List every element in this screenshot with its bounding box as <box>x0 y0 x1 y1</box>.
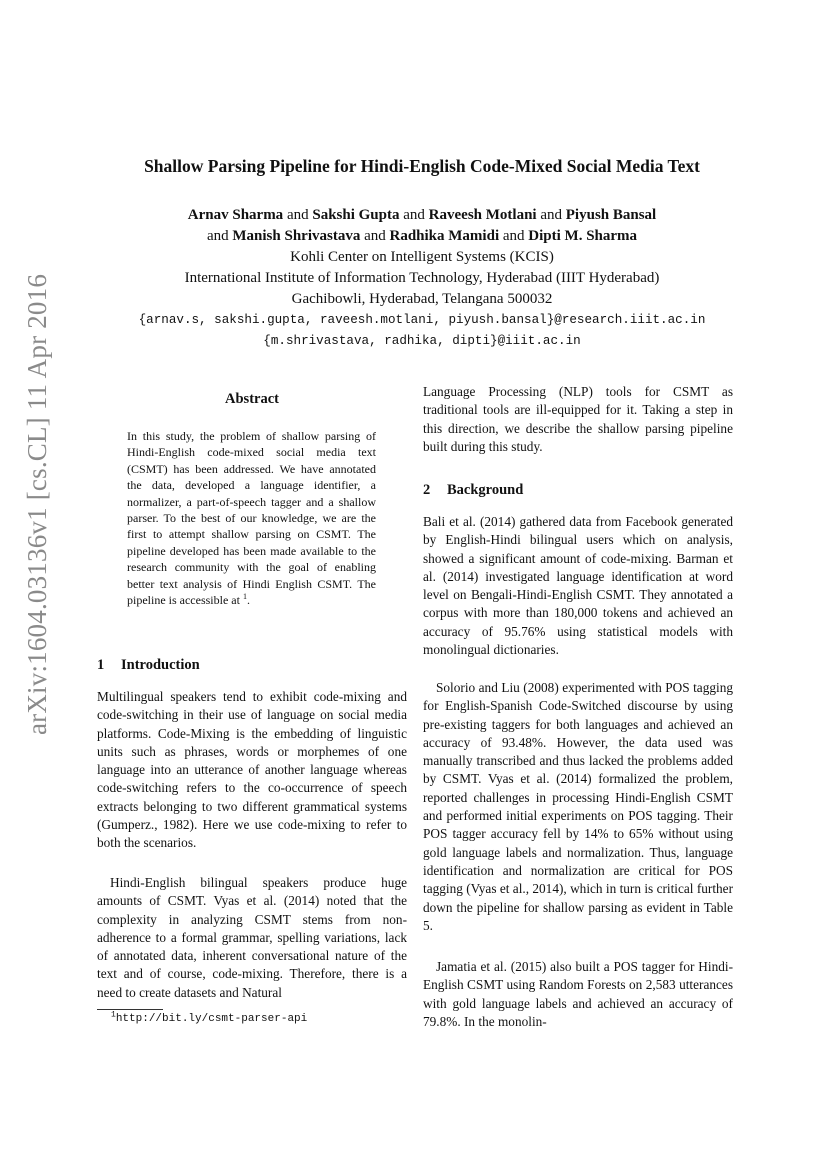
section-heading-introduction <box>97 657 200 674</box>
footnote-rule <box>97 1009 163 1010</box>
section-title: Introduction <box>121 657 200 673</box>
email-line-1: {arnav.s, sakshi.gupta, raveesh.motlani, piyush.bansal}@research.iiit.ac.in <box>138 313 706 327</box>
author-name: Raveesh Motlani <box>428 207 537 223</box>
affiliation-line-3: Gachibowli, Hyderabad, Telangana 500032 <box>291 291 553 307</box>
intro-continuation: Language Processing (NLP) tools for CSMT as traditional tools are ill-equipped for it. Taking a step in this direction, we describe the shallow parsing pipeline built during this study. <box>423 384 733 454</box>
author-line-2 <box>60 226 784 247</box>
abstract-text <box>127 428 376 608</box>
author-conjunction: and <box>286 207 309 223</box>
background-paragraph-2: Solorio and Liu (2008) experimented with POS tagging for English-Spanish Code-Switched discourse by using pre-existing taggers for both languages and achieved an accuracy of 93.48%. However, the data used was manually transcribed and thus lacked the problems added by CSMT. Vyas et al. (2014) formalized the problem, reported challenges in processing Hindi-English CSMT and performed initial experiments on POS tagging. Their POS tagger accuracy fell by 14% to 65% without using gold language labels and normalization. Thus, language identification and normalization are critical for POS tagging (Vyas et al., 2014), which in turn is critical further down the pipeline for shallow parsing as evident in Table 5. <box>423 680 733 933</box>
author-line-1 <box>60 205 784 226</box>
author-name: Manish Shrivastava <box>232 228 361 244</box>
background-paragraph-1: Bali et al. (2014) gathered data from Facebook generated by English-Hindi bilingual users which on analysis, showed a significant amount of code-mixing. Barman et al. (2014) investigated language identification at word level on Bengali-Hindi-English CSMT. They annotated a corpus with more than 180,000 tokens and achieved an accuracy of 95.76% using statistical models with monolingual dictionaries. <box>423 514 733 658</box>
background-paragraph-3: Jamatia et al. (2015) also built a POS tagger for Hindi-English CSMT using Random Forests on 2,583 utterances with gold language labels and achieved an accuracy of 79.8%. In the monolin- <box>423 959 733 1029</box>
email-line-2: {m.shrivastava, radhika, dipti}@iiit.ac.in <box>263 334 581 348</box>
section-number: 2 <box>423 482 431 498</box>
author-name: Radhika Mamidi <box>389 228 500 244</box>
footnote <box>111 1010 308 1025</box>
author-conjunction: and <box>502 228 525 244</box>
author-conjunction: and <box>206 228 229 244</box>
author-name: Piyush Bansal <box>565 207 657 223</box>
arxiv-identifier-text: arXiv:1604.03136v1 [cs.CL] 11 Apr 2016 <box>22 273 53 735</box>
affiliation-line-2: International Institute of Information Technology, Hyderabad (IIIT Hyderabad) <box>184 270 660 286</box>
section-heading-background <box>423 482 523 499</box>
footnote-marker: 1 <box>242 592 247 602</box>
footnote-number: 1 <box>111 1010 116 1020</box>
author-name: Sakshi Gupta <box>312 207 400 223</box>
abstract-heading: Abstract <box>225 391 279 407</box>
intro-paragraph-1: Multilingual speakers tend to exhibit code-mixing and code-switching in their use of language on social media platforms. Code-Mixing is the embedding of linguistic units such as phrases, words or morphemes of one language into an utterance of another language whereas code-switching refers to the co-occurrence of speech extracts belonging to two different grammatical systems (Gumperz., 1982). Here we use code-mixing to refer to both the scenarios. <box>97 689 407 851</box>
author-name: Arnav Sharma <box>187 207 284 223</box>
author-conjunction: and <box>403 207 425 223</box>
author-conjunction: and <box>364 228 386 244</box>
section-title: Background <box>447 482 524 498</box>
paper-title: Shallow Parsing Pipeline for Hindi-English Code-Mixed Social Media Text <box>144 156 700 176</box>
abstract-end: . <box>246 593 250 608</box>
arxiv-identifier <box>22 273 54 735</box>
intro-paragraph-2: Hindi-English bilingual speakers produce huge amounts of CSMT. Vyas et al. (2014) noted that the complexity in analyzing CSMT stems from non-adherence to a formal grammar, spelling variations, lack of annotated data, inherent conversational nature of the text and of course, code-mixing. Therefore, there is a need to create datasets and Natural <box>97 875 407 1000</box>
section-number: 1 <box>97 657 105 673</box>
affiliation-line-1: Kohli Center on Intelligent Systems (KCIS) <box>290 249 554 265</box>
author-name: Dipti M. Sharma <box>528 228 638 244</box>
abstract-body-text: In this study, the problem of shallow parsing of Hindi-English code-mixed social media text (CSMT) has been addressed. We have annotated the data, developed a language identifier, a normalizer, a part-of-speech tagger and a shallow parser. To the best of our knowledge, we are the first to attempt shallow parsing on CSMT. The pipeline developed has been made available to the research community with the goal of enabling better text analysis of Hindi English CSMT. The pipeline is accessible at <box>127 429 376 608</box>
footnote-link[interactable]: http://bit.ly/csmt-parser-api <box>115 1013 308 1025</box>
author-conjunction: and <box>540 207 563 223</box>
author-block <box>60 205 784 352</box>
